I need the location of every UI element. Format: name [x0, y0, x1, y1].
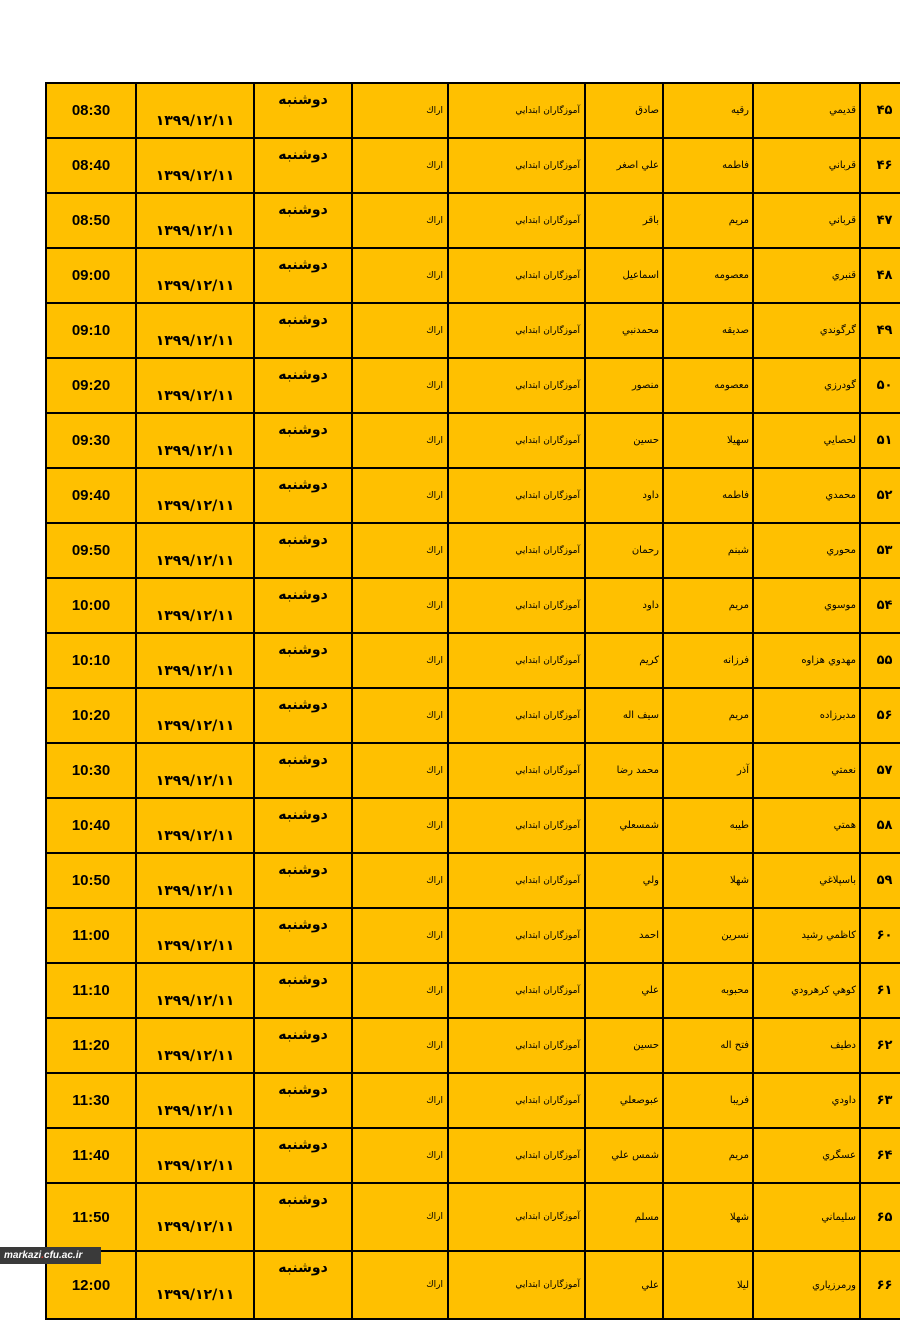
cell-date — [136, 83, 254, 138]
cell-city: اراك — [352, 1073, 448, 1128]
cell-city: اراك — [352, 83, 448, 138]
cell-date — [136, 1183, 254, 1251]
cell-last-name: مدبرزاده — [753, 688, 860, 743]
cell-time: 11:20 — [46, 1018, 136, 1073]
cell-group: آموزگاران ابتدايي — [448, 468, 585, 523]
cell-city: اراك — [352, 303, 448, 358]
cell-father-name: اسماعيل — [585, 248, 663, 303]
cell-first-name: ليلا — [663, 1251, 753, 1319]
cell-last-name: قديمي — [753, 83, 860, 138]
cell-city: اراك — [352, 743, 448, 798]
cell-date — [136, 248, 254, 303]
cell-date — [136, 963, 254, 1018]
cell-time: 10:20 — [46, 688, 136, 743]
cell-father-name: احمد — [585, 908, 663, 963]
cell-time: 10:10 — [46, 633, 136, 688]
table-row — [46, 303, 900, 358]
cell-row-number: ۵۶ — [860, 688, 900, 743]
table-row — [46, 908, 900, 963]
cell-father-name: مسلم — [585, 1183, 663, 1251]
table-row — [46, 578, 900, 633]
cell-last-name: ورمرزياري — [753, 1251, 860, 1319]
cell-city: اراك — [352, 193, 448, 248]
table-row — [46, 798, 900, 853]
cell-last-name: محوري — [753, 523, 860, 578]
cell-city: اراك — [352, 468, 448, 523]
cell-father-name: علي — [585, 1251, 663, 1319]
table-row — [46, 248, 900, 303]
cell-father-name: علي — [585, 963, 663, 1018]
cell-father-name: رحمان — [585, 523, 663, 578]
cell-father-name: داود — [585, 578, 663, 633]
cell-group: آموزگاران ابتدايي — [448, 853, 585, 908]
cell-group: آموزگاران ابتدايي — [448, 633, 585, 688]
cell-row-number: ۶۳ — [860, 1073, 900, 1128]
cell-date — [136, 523, 254, 578]
cell-date — [136, 743, 254, 798]
cell-group: آموزگاران ابتدايي — [448, 1183, 585, 1251]
cell-date — [136, 1128, 254, 1183]
cell-father-name: شمس علي — [585, 1128, 663, 1183]
cell-group: آموزگاران ابتدايي — [448, 1018, 585, 1073]
cell-row-number: ۵۴ — [860, 578, 900, 633]
cell-row-number: ۴۷ — [860, 193, 900, 248]
cell-date — [136, 853, 254, 908]
cell-day: دوشنبه — [254, 138, 352, 193]
table-row — [46, 1183, 900, 1251]
cell-first-name: مريم — [663, 578, 753, 633]
cell-time: 09:40 — [46, 468, 136, 523]
cell-group: آموزگاران ابتدايي — [448, 578, 585, 633]
date-text: ۱۳۹۹/۱۲/۱۱ — [155, 1047, 235, 1064]
cell-city: اراك — [352, 963, 448, 1018]
cell-day: دوشنبه — [254, 963, 352, 1018]
cell-row-number: ۶۴ — [860, 1128, 900, 1183]
cell-date — [136, 798, 254, 853]
cell-day: دوشنبه — [254, 248, 352, 303]
cell-first-name: سهيلا — [663, 413, 753, 468]
cell-day: دوشنبه — [254, 1018, 352, 1073]
cell-city: اراك — [352, 1018, 448, 1073]
cell-city: اراك — [352, 853, 448, 908]
table-row — [46, 1251, 900, 1319]
cell-first-name: شبنم — [663, 523, 753, 578]
cell-day: دوشنبه — [254, 358, 352, 413]
date-text: ۱۳۹۹/۱۲/۱۱ — [155, 1157, 235, 1174]
cell-group: آموزگاران ابتدايي — [448, 1128, 585, 1183]
cell-time: 11:40 — [46, 1128, 136, 1183]
table-row — [46, 138, 900, 193]
cell-father-name: كريم — [585, 633, 663, 688]
cell-first-name: شهلا — [663, 1183, 753, 1251]
cell-city: اراك — [352, 1128, 448, 1183]
cell-city: اراك — [352, 248, 448, 303]
cell-father-name: شمسعلي — [585, 798, 663, 853]
cell-group: آموزگاران ابتدايي — [448, 798, 585, 853]
cell-group: آموزگاران ابتدايي — [448, 688, 585, 743]
cell-time: 09:00 — [46, 248, 136, 303]
cell-day: دوشنبه — [254, 1073, 352, 1128]
cell-city: اراك — [352, 688, 448, 743]
cell-last-name: گرگوندي — [753, 303, 860, 358]
cell-row-number: ۴۹ — [860, 303, 900, 358]
cell-first-name: صديقه — [663, 303, 753, 358]
table-row — [46, 523, 900, 578]
cell-father-name: علي اصغر — [585, 138, 663, 193]
cell-time: 11:00 — [46, 908, 136, 963]
cell-day: دوشنبه — [254, 413, 352, 468]
cell-group: آموزگاران ابتدايي — [448, 1251, 585, 1319]
cell-group: آموزگاران ابتدايي — [448, 963, 585, 1018]
cell-last-name: محمدي — [753, 468, 860, 523]
cell-group: آموزگاران ابتدايي — [448, 413, 585, 468]
cell-father-name: حسين — [585, 413, 663, 468]
table-row — [46, 743, 900, 798]
cell-group: آموزگاران ابتدايي — [448, 248, 585, 303]
cell-first-name: معصومه — [663, 358, 753, 413]
cell-city: اراك — [352, 908, 448, 963]
cell-time: 09:10 — [46, 303, 136, 358]
cell-row-number: ۵۱ — [860, 413, 900, 468]
cell-row-number: ۵۰ — [860, 358, 900, 413]
cell-last-name: باسپلاغي — [753, 853, 860, 908]
cell-row-number: ۶۰ — [860, 908, 900, 963]
date-text: ۱۳۹۹/۱۲/۱۱ — [155, 497, 235, 514]
cell-first-name: فريبا — [663, 1073, 753, 1128]
cell-group: آموزگاران ابتدايي — [448, 1073, 585, 1128]
cell-first-name: محبوبه — [663, 963, 753, 1018]
cell-row-number: ۵۷ — [860, 743, 900, 798]
table-row — [46, 1018, 900, 1073]
cell-group: آموزگاران ابتدايي — [448, 138, 585, 193]
cell-father-name: داود — [585, 468, 663, 523]
cell-first-name: مريم — [663, 688, 753, 743]
cell-first-name: فتح اله — [663, 1018, 753, 1073]
date-text: ۱۳۹۹/۱۲/۱۱ — [155, 1102, 235, 1119]
cell-day: دوشنبه — [254, 523, 352, 578]
cell-time: 11:10 — [46, 963, 136, 1018]
cell-last-name: قنبري — [753, 248, 860, 303]
cell-day: دوشنبه — [254, 743, 352, 798]
cell-first-name: نسرين — [663, 908, 753, 963]
cell-last-name: لحصايي — [753, 413, 860, 468]
cell-first-name: آذر — [663, 743, 753, 798]
cell-day: دوشنبه — [254, 1183, 352, 1251]
table-row — [46, 468, 900, 523]
cell-first-name: مريم — [663, 193, 753, 248]
cell-day: دوشنبه — [254, 468, 352, 523]
cell-day: دوشنبه — [254, 83, 352, 138]
cell-time: 09:30 — [46, 413, 136, 468]
table-row — [46, 413, 900, 468]
cell-day: دوشنبه — [254, 688, 352, 743]
cell-city: اراك — [352, 798, 448, 853]
cell-row-number: ۶۲ — [860, 1018, 900, 1073]
cell-last-name: سليماني — [753, 1183, 860, 1251]
cell-row-number: ۵۸ — [860, 798, 900, 853]
cell-last-name: كوهي كرهرودي — [753, 963, 860, 1018]
date-text: ۱۳۹۹/۱۲/۱۱ — [155, 827, 235, 844]
cell-group: آموزگاران ابتدايي — [448, 193, 585, 248]
cell-time: 10:00 — [46, 578, 136, 633]
cell-group: آموزگاران ابتدايي — [448, 303, 585, 358]
cell-father-name: منصور — [585, 358, 663, 413]
cell-date — [136, 578, 254, 633]
cell-date — [136, 358, 254, 413]
cell-last-name: دطيف — [753, 1018, 860, 1073]
cell-date — [136, 413, 254, 468]
cell-day: دوشنبه — [254, 633, 352, 688]
cell-city: اراك — [352, 523, 448, 578]
cell-last-name: عسگري — [753, 1128, 860, 1183]
cell-first-name: فرزانه — [663, 633, 753, 688]
date-text: ۱۳۹۹/۱۲/۱۱ — [155, 387, 235, 404]
cell-father-name: محمد رضا — [585, 743, 663, 798]
cell-date — [136, 303, 254, 358]
cell-row-number: ۴۶ — [860, 138, 900, 193]
cell-row-number: ۴۵ — [860, 83, 900, 138]
date-text: ۱۳۹۹/۱۲/۱۱ — [155, 277, 235, 294]
cell-row-number: ۵۳ — [860, 523, 900, 578]
cell-father-name: عبوصعلي — [585, 1073, 663, 1128]
cell-row-number: ۵۵ — [860, 633, 900, 688]
cell-date — [136, 1018, 254, 1073]
cell-last-name: كاظمي رشيد — [753, 908, 860, 963]
watermark-domain: cfu.ac.ir — [44, 1250, 83, 1261]
watermark-dot: . — [41, 1250, 45, 1261]
table-row — [46, 83, 900, 138]
cell-group: آموزگاران ابتدايي — [448, 358, 585, 413]
cell-date — [136, 633, 254, 688]
table-row — [46, 963, 900, 1018]
date-text: ۱۳۹۹/۱۲/۱۱ — [155, 772, 235, 789]
cell-first-name: فاطمه — [663, 468, 753, 523]
cell-city: اراك — [352, 138, 448, 193]
table-row — [46, 633, 900, 688]
cell-first-name: رقيه — [663, 83, 753, 138]
schedule-body — [46, 83, 900, 1319]
date-text: ۱۳۹۹/۱۲/۱۱ — [155, 222, 235, 239]
cell-row-number: ۵۲ — [860, 468, 900, 523]
cell-father-name: حسين — [585, 1018, 663, 1073]
cell-date — [136, 193, 254, 248]
date-text: ۱۳۹۹/۱۲/۱۱ — [155, 937, 235, 954]
cell-father-name: ولي — [585, 853, 663, 908]
date-text: ۱۳۹۹/۱۲/۱۱ — [155, 552, 235, 569]
cell-date — [136, 688, 254, 743]
cell-last-name: نعمتي — [753, 743, 860, 798]
table-row — [46, 1073, 900, 1128]
cell-time: 10:30 — [46, 743, 136, 798]
cell-row-number: ۶۶ — [860, 1251, 900, 1319]
cell-date — [136, 908, 254, 963]
date-text: ۱۳۹۹/۱۲/۱۱ — [155, 662, 235, 679]
table-row — [46, 358, 900, 413]
date-text: ۱۳۹۹/۱۲/۱۱ — [155, 717, 235, 734]
cell-day: دوشنبه — [254, 1128, 352, 1183]
cell-time: 08:30 — [46, 83, 136, 138]
site-watermark — [0, 1247, 101, 1264]
cell-father-name: صادق — [585, 83, 663, 138]
table-row — [46, 688, 900, 743]
cell-last-name: داودي — [753, 1073, 860, 1128]
table-row — [46, 193, 900, 248]
cell-day: دوشنبه — [254, 303, 352, 358]
cell-time: 08:50 — [46, 193, 136, 248]
cell-city: اراك — [352, 578, 448, 633]
watermark-site: markazi — [4, 1250, 42, 1261]
cell-day: دوشنبه — [254, 193, 352, 248]
date-text: ۱۳۹۹/۱۲/۱۱ — [155, 112, 235, 129]
date-text: ۱۳۹۹/۱۲/۱۱ — [155, 167, 235, 184]
cell-time: 10:50 — [46, 853, 136, 908]
cell-group: آموزگاران ابتدايي — [448, 83, 585, 138]
cell-day: دوشنبه — [254, 578, 352, 633]
cell-city: اراك — [352, 413, 448, 468]
cell-first-name: فاطمه — [663, 138, 753, 193]
cell-city: اراك — [352, 633, 448, 688]
schedule-table — [45, 82, 900, 1320]
cell-last-name: قرباني — [753, 138, 860, 193]
cell-row-number: ۵۹ — [860, 853, 900, 908]
cell-time: 09:50 — [46, 523, 136, 578]
cell-row-number: ۴۸ — [860, 248, 900, 303]
cell-last-name: مهدوي هزاوه — [753, 633, 860, 688]
cell-date — [136, 138, 254, 193]
date-text: ۱۳۹۹/۱۲/۱۱ — [155, 332, 235, 349]
cell-last-name: گودرزي — [753, 358, 860, 413]
cell-group: آموزگاران ابتدايي — [448, 523, 585, 578]
cell-date — [136, 468, 254, 523]
cell-last-name: قرباني — [753, 193, 860, 248]
cell-group: آموزگاران ابتدايي — [448, 908, 585, 963]
date-text: ۱۳۹۹/۱۲/۱۱ — [155, 1287, 235, 1303]
cell-city: اراك — [352, 358, 448, 413]
cell-first-name: مريم — [663, 1128, 753, 1183]
cell-first-name: معصومه — [663, 248, 753, 303]
date-text: ۱۳۹۹/۱۲/۱۱ — [155, 992, 235, 1009]
cell-day: دوشنبه — [254, 908, 352, 963]
date-text: ۱۳۹۹/۱۲/۱۱ — [155, 1219, 235, 1235]
cell-time: 12:00 — [46, 1251, 136, 1319]
cell-first-name: طيبه — [663, 798, 753, 853]
table-row — [46, 1128, 900, 1183]
cell-last-name: همتي — [753, 798, 860, 853]
cell-day: دوشنبه — [254, 853, 352, 908]
cell-day: دوشنبه — [254, 1251, 352, 1319]
cell-row-number: ۶۵ — [860, 1183, 900, 1251]
cell-date — [136, 1073, 254, 1128]
cell-last-name: موسوي — [753, 578, 860, 633]
cell-day: دوشنبه — [254, 798, 352, 853]
cell-father-name: باقر — [585, 193, 663, 248]
cell-time: 11:50 — [46, 1183, 136, 1251]
cell-time: 09:20 — [46, 358, 136, 413]
table-row — [46, 853, 900, 908]
cell-first-name: شهلا — [663, 853, 753, 908]
date-text: ۱۳۹۹/۱۲/۱۱ — [155, 882, 235, 899]
cell-city: اراك — [352, 1251, 448, 1319]
cell-father-name: سيف اله — [585, 688, 663, 743]
date-text: ۱۳۹۹/۱۲/۱۱ — [155, 607, 235, 624]
cell-group: آموزگاران ابتدايي — [448, 743, 585, 798]
cell-time: 11:30 — [46, 1073, 136, 1128]
cell-date — [136, 1251, 254, 1319]
cell-time: 08:40 — [46, 138, 136, 193]
cell-father-name: محمدنبي — [585, 303, 663, 358]
cell-time: 10:40 — [46, 798, 136, 853]
cell-city: اراك — [352, 1183, 448, 1251]
cell-row-number: ۶۱ — [860, 963, 900, 1018]
date-text: ۱۳۹۹/۱۲/۱۱ — [155, 442, 235, 459]
